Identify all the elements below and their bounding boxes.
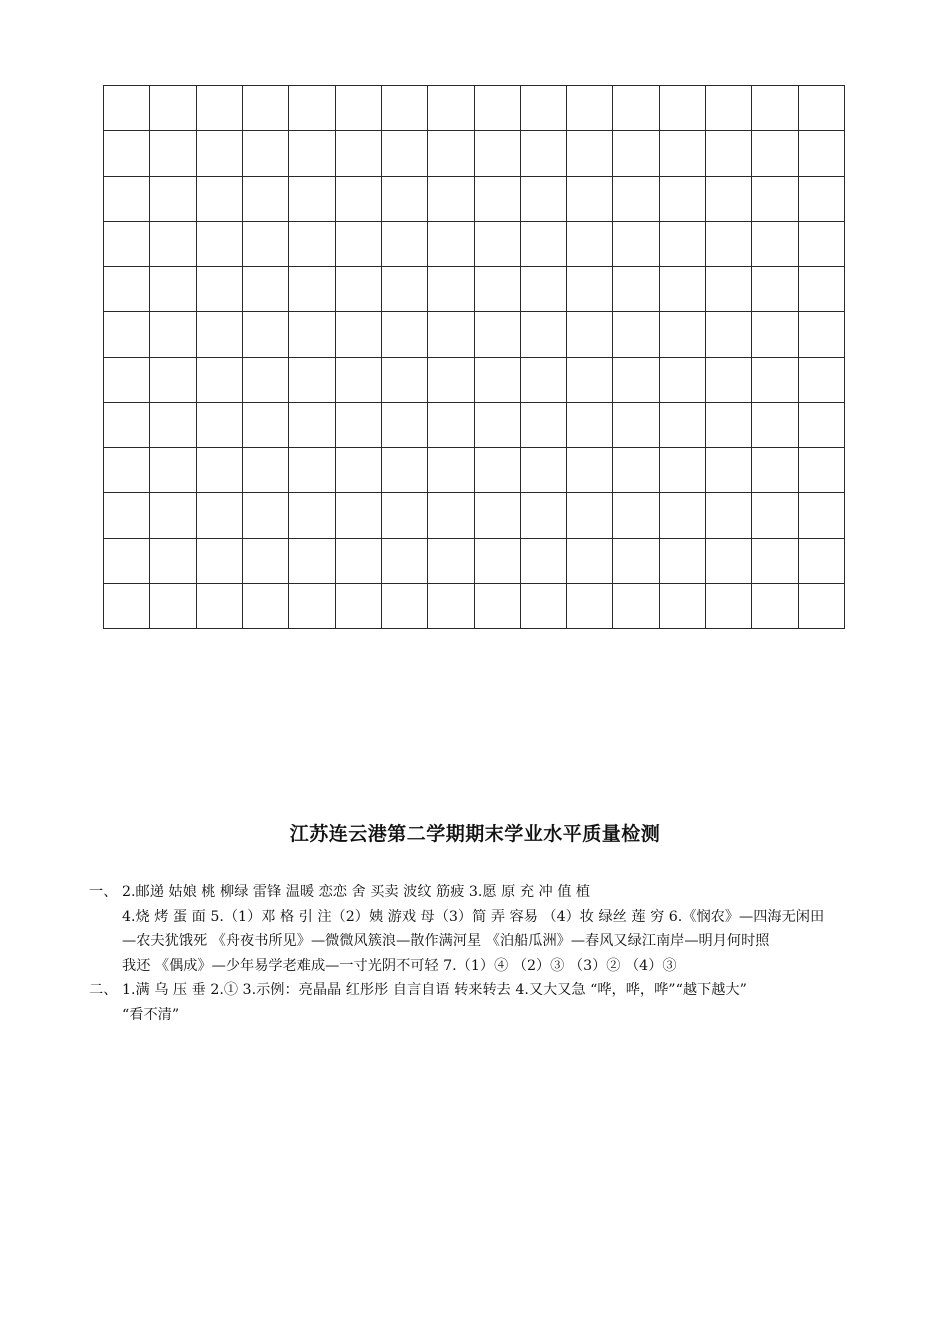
grid-cell bbox=[520, 131, 566, 176]
grid-cell bbox=[474, 86, 520, 131]
grid-cell bbox=[335, 357, 381, 402]
grid-cell bbox=[567, 267, 613, 312]
grid-cell bbox=[520, 221, 566, 266]
grid-cell bbox=[428, 357, 474, 402]
grid-cell bbox=[428, 493, 474, 538]
grid-cell bbox=[520, 86, 566, 131]
grid-cell bbox=[381, 221, 427, 266]
grid-cell bbox=[150, 448, 196, 493]
grid-cell bbox=[798, 583, 844, 628]
grid-cell bbox=[798, 267, 844, 312]
grid-cell bbox=[567, 402, 613, 447]
grid-row bbox=[104, 402, 845, 447]
grid-cell bbox=[104, 448, 150, 493]
grid-cell bbox=[196, 357, 242, 402]
grid-cell bbox=[520, 357, 566, 402]
grid-cell bbox=[196, 176, 242, 221]
grid-cell bbox=[613, 86, 659, 131]
grid-cell bbox=[381, 176, 427, 221]
grid-cell bbox=[104, 267, 150, 312]
grid-cell bbox=[659, 221, 705, 266]
grid-cell bbox=[289, 267, 335, 312]
grid-cell bbox=[428, 86, 474, 131]
grid-cell bbox=[242, 357, 288, 402]
grid-cell bbox=[428, 538, 474, 583]
grid-cell bbox=[335, 131, 381, 176]
grid-row bbox=[104, 583, 845, 628]
grid-cell bbox=[196, 312, 242, 357]
grid-cell bbox=[150, 357, 196, 402]
grid-cell bbox=[798, 538, 844, 583]
grid-cell bbox=[104, 402, 150, 447]
grid-cell bbox=[381, 357, 427, 402]
grid-cell bbox=[474, 357, 520, 402]
grid-cell bbox=[242, 131, 288, 176]
grid-cell bbox=[242, 402, 288, 447]
grid-cell bbox=[150, 131, 196, 176]
grid-cell bbox=[381, 583, 427, 628]
grid-cell bbox=[752, 583, 798, 628]
grid-cell bbox=[798, 176, 844, 221]
grid-cell bbox=[567, 493, 613, 538]
grid-cell bbox=[798, 402, 844, 447]
grid-cell bbox=[196, 221, 242, 266]
grid-cell bbox=[474, 583, 520, 628]
grid-cell bbox=[381, 86, 427, 131]
grid-cell bbox=[567, 221, 613, 266]
grid-cell bbox=[104, 583, 150, 628]
section-number: 二、 bbox=[89, 982, 118, 998]
grid-cell bbox=[196, 448, 242, 493]
grid-cell bbox=[474, 493, 520, 538]
grid-cell bbox=[520, 448, 566, 493]
grid-cell bbox=[613, 221, 659, 266]
grid-cell bbox=[474, 448, 520, 493]
grid-cell bbox=[196, 402, 242, 447]
grid-cell bbox=[335, 221, 381, 266]
grid-cell bbox=[335, 538, 381, 583]
grid-cell bbox=[706, 493, 752, 538]
grid-cell bbox=[706, 86, 752, 131]
grid-cell bbox=[150, 402, 196, 447]
grid-cell bbox=[428, 312, 474, 357]
grid-cell bbox=[335, 312, 381, 357]
grid-cell bbox=[752, 538, 798, 583]
grid-cell bbox=[474, 131, 520, 176]
grid-cell bbox=[150, 583, 196, 628]
grid-cell bbox=[752, 86, 798, 131]
section-number: 一、 bbox=[89, 884, 118, 900]
grid-cell bbox=[196, 493, 242, 538]
grid-cell bbox=[381, 402, 427, 447]
grid-cell bbox=[706, 583, 752, 628]
grid-cell bbox=[752, 176, 798, 221]
grid-cell bbox=[613, 402, 659, 447]
grid-cell bbox=[706, 267, 752, 312]
grid-cell bbox=[242, 583, 288, 628]
grid-cell bbox=[520, 267, 566, 312]
answer-section-2 bbox=[89, 978, 889, 1027]
grid-row bbox=[104, 131, 845, 176]
grid-cell bbox=[104, 86, 150, 131]
grid-cell bbox=[104, 176, 150, 221]
grid-cell bbox=[706, 357, 752, 402]
grid-cell bbox=[798, 131, 844, 176]
grid-cell bbox=[613, 583, 659, 628]
grid-cell bbox=[289, 86, 335, 131]
grid-cell bbox=[474, 312, 520, 357]
grid-cell bbox=[242, 86, 288, 131]
grid-cell bbox=[752, 312, 798, 357]
answer-section-1 bbox=[89, 880, 889, 978]
grid-row bbox=[104, 86, 845, 131]
grid-cell bbox=[289, 357, 335, 402]
grid-cell bbox=[289, 493, 335, 538]
grid-cell bbox=[474, 267, 520, 312]
answer-line: “看不清” bbox=[122, 1006, 180, 1023]
grid-cell bbox=[798, 86, 844, 131]
grid-cell bbox=[706, 448, 752, 493]
grid-cell bbox=[567, 176, 613, 221]
grid-cell bbox=[196, 583, 242, 628]
grid-cell bbox=[520, 402, 566, 447]
grid-cell bbox=[381, 493, 427, 538]
grid-row bbox=[104, 448, 845, 493]
grid-cell bbox=[242, 448, 288, 493]
grid-cell bbox=[196, 86, 242, 131]
grid-cell bbox=[289, 312, 335, 357]
grid-cell bbox=[613, 267, 659, 312]
grid-row bbox=[104, 493, 845, 538]
grid-cell bbox=[567, 583, 613, 628]
grid-cell bbox=[150, 493, 196, 538]
grid-cell bbox=[104, 221, 150, 266]
grid-row bbox=[104, 267, 845, 312]
grid-cell bbox=[706, 176, 752, 221]
grid-cell bbox=[242, 493, 288, 538]
grid-cell bbox=[335, 86, 381, 131]
grid-cell bbox=[659, 357, 705, 402]
grid-cell bbox=[428, 131, 474, 176]
grid-cell bbox=[706, 131, 752, 176]
grid-cell bbox=[289, 221, 335, 266]
grid-cell bbox=[706, 221, 752, 266]
grid-cell bbox=[289, 402, 335, 447]
grid-cell bbox=[381, 538, 427, 583]
grid-cell bbox=[613, 357, 659, 402]
grid-cell bbox=[150, 267, 196, 312]
answer-line: 4.烧 烤 蛋 面 5.（1）邓 格 引 注（2）姨 游戏 母（3）简 弄 容易 （4）妆 绿丝 莲 穷 6.《悯农》—四海无闲田 bbox=[122, 908, 825, 925]
grid-cell bbox=[335, 448, 381, 493]
grid-cell bbox=[798, 221, 844, 266]
grid-cell bbox=[752, 131, 798, 176]
grid-cell bbox=[659, 131, 705, 176]
grid-cell bbox=[613, 176, 659, 221]
grid-cell bbox=[428, 583, 474, 628]
grid-cell bbox=[798, 312, 844, 357]
grid-cell bbox=[520, 176, 566, 221]
grid-cell bbox=[706, 312, 752, 357]
grid-cell bbox=[752, 221, 798, 266]
grid-cell bbox=[659, 493, 705, 538]
grid-cell bbox=[381, 312, 427, 357]
grid-cell bbox=[242, 538, 288, 583]
grid-cell bbox=[196, 538, 242, 583]
grid-cell bbox=[520, 583, 566, 628]
grid-row bbox=[104, 312, 845, 357]
grid-cell bbox=[520, 312, 566, 357]
grid-cell bbox=[289, 131, 335, 176]
grid-cell bbox=[335, 402, 381, 447]
grid-cell bbox=[567, 357, 613, 402]
grid-row bbox=[104, 176, 845, 221]
grid-cell bbox=[150, 86, 196, 131]
answer-key bbox=[89, 880, 889, 1027]
grid-cell bbox=[104, 357, 150, 402]
grid-cell bbox=[613, 312, 659, 357]
grid-cell bbox=[381, 131, 427, 176]
grid-cell bbox=[335, 176, 381, 221]
grid-cell bbox=[335, 493, 381, 538]
grid-cell bbox=[104, 538, 150, 583]
grid-cell bbox=[659, 267, 705, 312]
grid-cell bbox=[428, 267, 474, 312]
grid-row bbox=[104, 357, 845, 402]
grid-cell bbox=[752, 448, 798, 493]
grid-cell bbox=[289, 583, 335, 628]
grid-cell bbox=[428, 448, 474, 493]
grid-cell bbox=[798, 493, 844, 538]
answer-line: 1.满 乌 压 垂 2.① 3.示例：亮晶晶 红彤彤 自言自语 转来转去 4.又大又急 “哗，哗，哗”“越下越大” bbox=[122, 982, 747, 998]
grid-cell bbox=[520, 538, 566, 583]
grid-cell bbox=[428, 402, 474, 447]
grid-cell bbox=[242, 221, 288, 266]
grid-cell bbox=[335, 583, 381, 628]
grid-cell bbox=[381, 448, 427, 493]
grid-cell bbox=[289, 538, 335, 583]
grid-cell bbox=[567, 131, 613, 176]
page-title: 江苏连云港第二学期期末学业水平质量检测 bbox=[289, 823, 661, 845]
grid-cell bbox=[196, 267, 242, 312]
grid-cell bbox=[474, 402, 520, 447]
grid-cell bbox=[706, 538, 752, 583]
grid-cell bbox=[242, 267, 288, 312]
grid-cell bbox=[474, 176, 520, 221]
grid-cell bbox=[613, 493, 659, 538]
grid-cell bbox=[104, 312, 150, 357]
grid-cell bbox=[242, 312, 288, 357]
grid-cell bbox=[706, 402, 752, 447]
grid-cell bbox=[613, 131, 659, 176]
answer-line: 我还 《偶成》—少年易学老难成—一寸光阴不可轻 7.（1）④ （2）③ （3）② （4）③ bbox=[122, 957, 677, 974]
grid-cell bbox=[613, 538, 659, 583]
grid-cell bbox=[659, 312, 705, 357]
grid-cell bbox=[659, 86, 705, 131]
grid-cell bbox=[567, 538, 613, 583]
grid-cell bbox=[150, 312, 196, 357]
grid-cell bbox=[150, 221, 196, 266]
grid-cell bbox=[798, 448, 844, 493]
grid-cell bbox=[752, 493, 798, 538]
grid-cell bbox=[150, 176, 196, 221]
grid-row bbox=[104, 538, 845, 583]
grid-cell bbox=[150, 538, 196, 583]
grid-cell bbox=[428, 221, 474, 266]
grid-cell bbox=[613, 448, 659, 493]
grid-cell bbox=[798, 357, 844, 402]
writing-grid bbox=[103, 85, 845, 629]
grid-cell bbox=[289, 448, 335, 493]
grid-cell bbox=[659, 538, 705, 583]
grid-cell bbox=[474, 538, 520, 583]
grid-cell bbox=[567, 312, 613, 357]
grid-row bbox=[104, 221, 845, 266]
grid-cell bbox=[242, 176, 288, 221]
grid-cell bbox=[752, 402, 798, 447]
grid-cell bbox=[567, 448, 613, 493]
grid-cell bbox=[659, 448, 705, 493]
grid-cell bbox=[104, 493, 150, 538]
grid-cell bbox=[428, 176, 474, 221]
grid-cell bbox=[567, 86, 613, 131]
answer-line: 2.邮递 姑娘 桃 柳绿 雷锋 温暖 恋恋 舍 买卖 波纹 筋疲 3.愿 原 充 冲 值 植 bbox=[122, 884, 591, 900]
grid-cell bbox=[289, 176, 335, 221]
grid-cell bbox=[196, 131, 242, 176]
grid-cell bbox=[104, 131, 150, 176]
grid-cell bbox=[752, 267, 798, 312]
answer-line: —农夫犹饿死 《舟夜书所见》—微微风簇浪—散作满河星 《泊船瓜洲》—春风又绿江南岸—明月何时照 bbox=[122, 933, 770, 949]
grid-cell bbox=[659, 583, 705, 628]
grid-cell bbox=[474, 221, 520, 266]
grid-cell bbox=[659, 402, 705, 447]
grid-cell bbox=[659, 176, 705, 221]
grid-cell bbox=[520, 493, 566, 538]
grid-cell bbox=[381, 267, 427, 312]
grid-cell bbox=[752, 357, 798, 402]
grid-cell bbox=[335, 267, 381, 312]
